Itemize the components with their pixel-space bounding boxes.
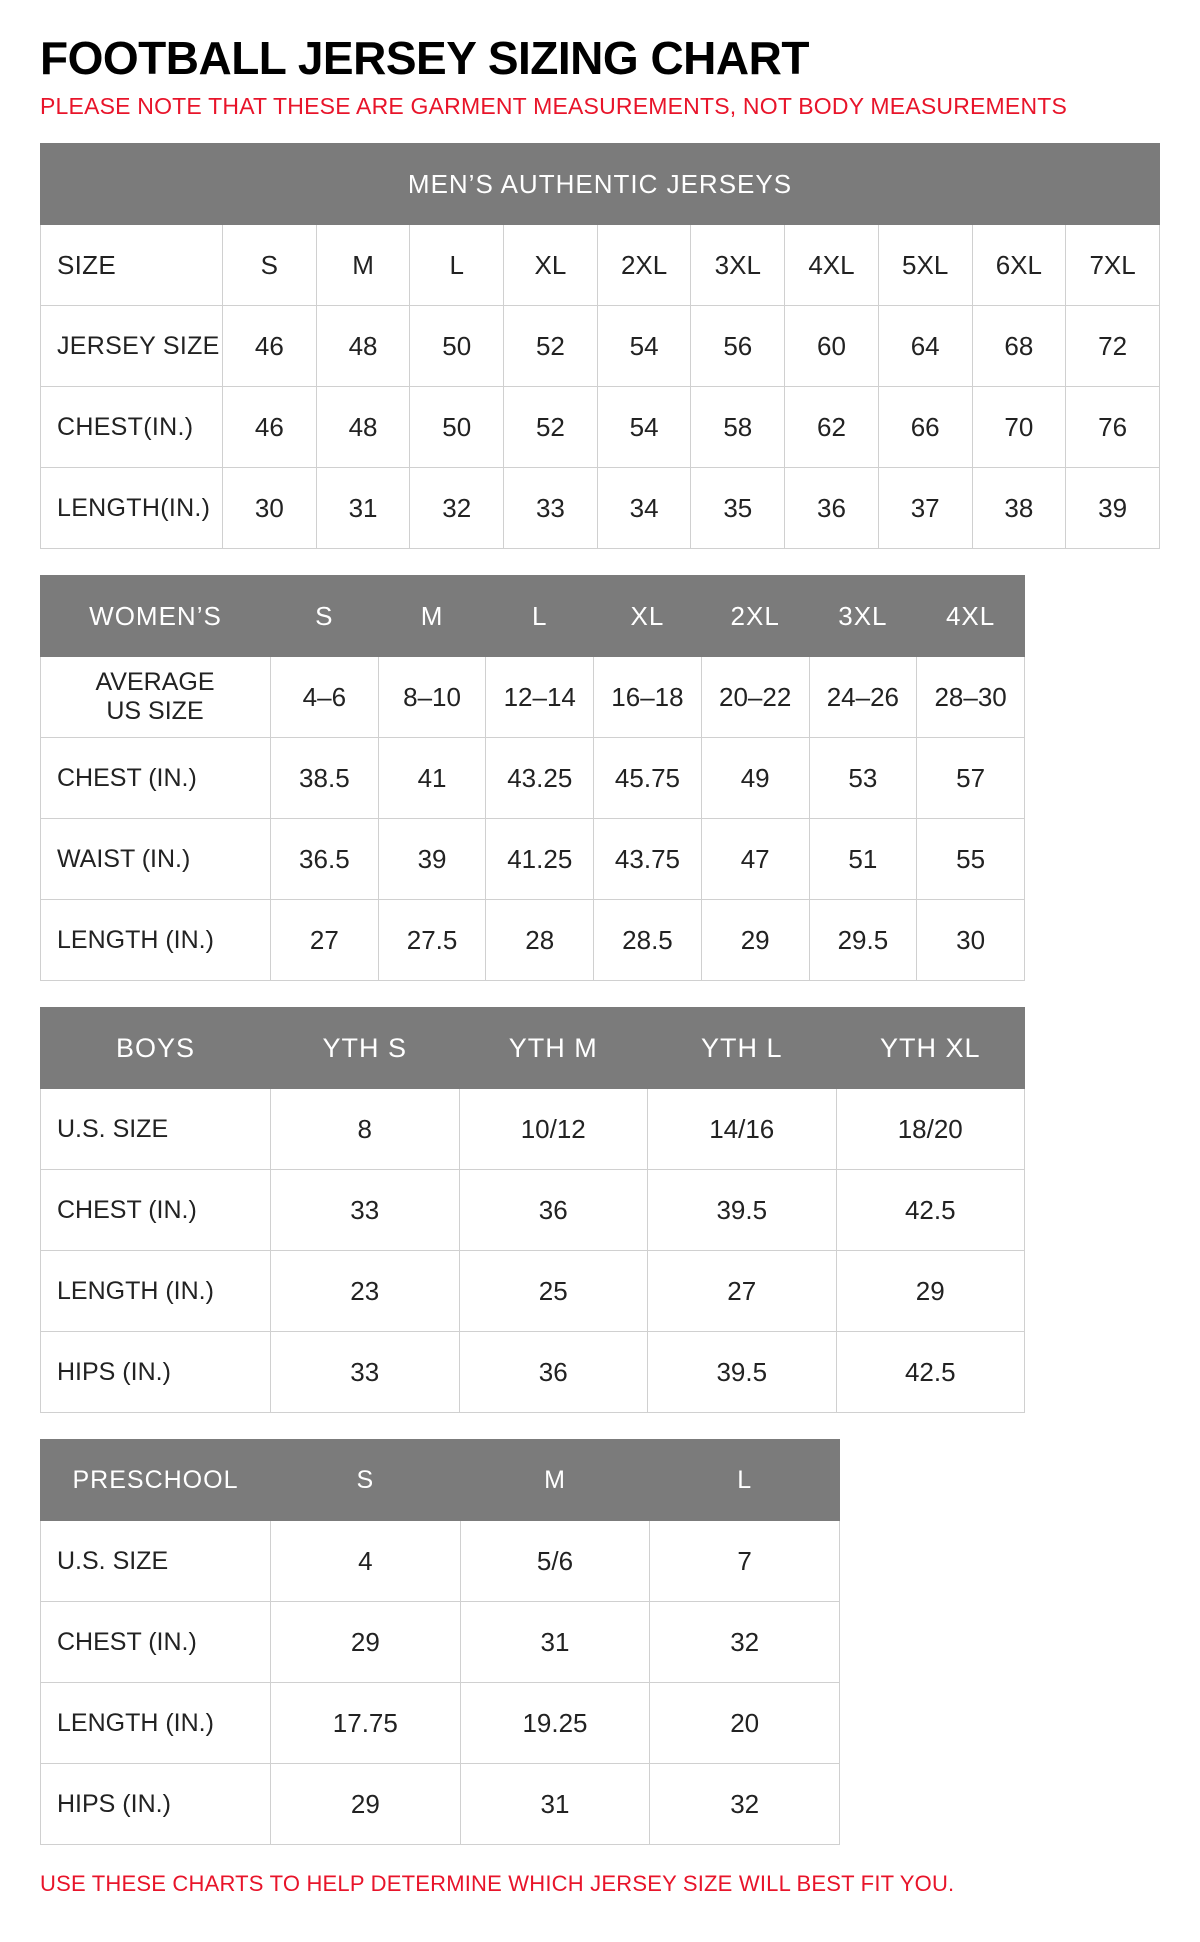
table-row (41, 1170, 1025, 1251)
column-header: WOMEN’S (41, 576, 271, 657)
table-cell: 31 (460, 1764, 650, 1845)
table-cell: 14/16 (648, 1089, 837, 1170)
table-cell: 45.75 (594, 738, 702, 819)
table-cell: 36 (785, 468, 879, 549)
table-cell: 28 (486, 900, 594, 981)
table-row (41, 1602, 840, 1683)
table-cell: 20–22 (701, 657, 809, 738)
footer-note: USE THESE CHARTS TO HELP DETERMINE WHICH JERSEY SIZE WILL BEST FIT YOU. (40, 1871, 955, 1897)
table-cell: 19.25 (460, 1683, 650, 1764)
table-cell: 47 (701, 819, 809, 900)
garment-measurement-note: PLEASE NOTE THAT THESE ARE GARMENT MEASUREMENTS, NOT BODY MEASUREMENTS (40, 93, 1068, 120)
table-cell: 5/6 (460, 1521, 650, 1602)
table-cell: 25 (459, 1251, 648, 1332)
table-cell: 43.25 (486, 738, 594, 819)
table-cell: 43.75 (594, 819, 702, 900)
table-row (41, 468, 1160, 549)
column-header: XL (594, 576, 702, 657)
table-cell: 50 (410, 306, 504, 387)
table-cell: 30 (917, 900, 1025, 981)
table-cell: 8 (271, 1089, 460, 1170)
preschool-jerseys-table (40, 1439, 840, 1845)
table-cell: 58 (691, 387, 785, 468)
table-row (41, 738, 1025, 819)
row-label: U.S. SIZE (41, 1521, 271, 1602)
column-header: 2XL (701, 576, 809, 657)
table-cell: 18/20 (836, 1089, 1025, 1170)
column-header: M (378, 576, 486, 657)
table-cell: 28–30 (917, 657, 1025, 738)
table-cell: 29 (271, 1602, 461, 1683)
table-cell: 38 (972, 468, 1066, 549)
mens-banner-label: MEN’S AUTHENTIC JERSEYS (41, 144, 1160, 225)
table-cell: 39 (378, 819, 486, 900)
table-cell: 12–14 (486, 657, 594, 738)
table-cell: 27 (648, 1251, 837, 1332)
table-cell: 17.75 (271, 1683, 461, 1764)
column-header: YTH M (459, 1008, 648, 1089)
row-label: CHEST(IN.) (41, 387, 223, 468)
table-cell: 39.5 (648, 1332, 837, 1413)
table-cell: 64 (878, 306, 972, 387)
table-cell: 29 (701, 900, 809, 981)
table-cell: 8–10 (378, 657, 486, 738)
table-cell: 60 (785, 306, 879, 387)
column-header: M (460, 1440, 650, 1521)
row-label: JERSEY SIZE (41, 306, 223, 387)
table-cell: 48 (316, 387, 410, 468)
column-header: L (410, 225, 504, 306)
row-label: HIPS (IN.) (41, 1332, 271, 1413)
table-cell: 76 (1066, 387, 1160, 468)
column-header: XL (504, 225, 598, 306)
table-row (41, 1521, 840, 1602)
table-row (41, 1332, 1025, 1413)
table-row (41, 1089, 1025, 1170)
column-header: L (486, 576, 594, 657)
table-header-row (41, 576, 1025, 657)
table-cell: 50 (410, 387, 504, 468)
column-header: SIZE (41, 225, 223, 306)
table-cell: 55 (917, 819, 1025, 900)
table-cell: 66 (878, 387, 972, 468)
table-header-row (41, 225, 1160, 306)
table-cell: 16–18 (594, 657, 702, 738)
table-cell: 31 (460, 1602, 650, 1683)
table-cell: 72 (1066, 306, 1160, 387)
column-header: 4XL (785, 225, 879, 306)
table-cell: 7 (650, 1521, 840, 1602)
table-cell: 46 (223, 306, 317, 387)
table-cell: 62 (785, 387, 879, 468)
column-header: 3XL (691, 225, 785, 306)
womens-jerseys-table (40, 575, 1025, 981)
table-cell: 33 (271, 1332, 460, 1413)
table-cell: 70 (972, 387, 1066, 468)
table-cell: 20 (650, 1683, 840, 1764)
table-row (41, 819, 1025, 900)
table-cell: 31 (316, 468, 410, 549)
table-cell: 32 (650, 1602, 840, 1683)
table-cell: 33 (271, 1170, 460, 1251)
table-cell: 29.5 (809, 900, 917, 981)
table-row (41, 306, 1160, 387)
table-cell: 35 (691, 468, 785, 549)
table-cell: 4–6 (271, 657, 379, 738)
table-cell: 28.5 (594, 900, 702, 981)
table-cell: 56 (691, 306, 785, 387)
table-row (41, 1251, 1025, 1332)
table-header-row (41, 1008, 1025, 1089)
row-label: U.S. SIZE (41, 1089, 271, 1170)
table-cell: 68 (972, 306, 1066, 387)
table-cell: 32 (650, 1764, 840, 1845)
row-label: LENGTH (IN.) (41, 1251, 271, 1332)
table-row (41, 1764, 840, 1845)
row-label: WAIST (IN.) (41, 819, 271, 900)
table-cell: 27.5 (378, 900, 486, 981)
table-row (41, 900, 1025, 981)
table-cell: 39.5 (648, 1170, 837, 1251)
table-cell: 41 (378, 738, 486, 819)
table-cell: 36 (459, 1332, 648, 1413)
column-header: 6XL (972, 225, 1066, 306)
column-header: YTH S (271, 1008, 460, 1089)
table-cell: 46 (223, 387, 317, 468)
table-cell: 42.5 (836, 1170, 1025, 1251)
column-header: YTH XL (836, 1008, 1025, 1089)
table-cell: 34 (597, 468, 691, 549)
table-banner-mens (41, 144, 1160, 225)
row-label: LENGTH (IN.) (41, 900, 271, 981)
row-label: CHEST (IN.) (41, 1170, 271, 1251)
column-header: S (271, 1440, 461, 1521)
column-header: YTH L (648, 1008, 837, 1089)
column-header: S (223, 225, 317, 306)
table-cell: 42.5 (836, 1332, 1025, 1413)
page-title: FOOTBALL JERSEY SIZING CHART (40, 32, 809, 84)
table-cell: 27 (271, 900, 379, 981)
table-cell: 30 (223, 468, 317, 549)
table-row (41, 657, 1025, 738)
table-cell: 29 (271, 1764, 461, 1845)
table-cell: 24–26 (809, 657, 917, 738)
row-label-line1: AVERAGE (95, 668, 215, 697)
table-row (41, 1683, 840, 1764)
table-cell: 39 (1066, 468, 1160, 549)
column-header: M (316, 225, 410, 306)
column-header: PRESCHOOL (41, 1440, 271, 1521)
row-label: LENGTH(IN.) (41, 468, 223, 549)
table-cell: 32 (410, 468, 504, 549)
row-label: LENGTH (IN.) (41, 1683, 271, 1764)
table-cell: 57 (917, 738, 1025, 819)
table-cell: 52 (504, 306, 598, 387)
row-label: CHEST (IN.) (41, 738, 271, 819)
column-header: S (271, 576, 379, 657)
table-cell: 53 (809, 738, 917, 819)
mens-authentic-jerseys-table (40, 143, 1160, 549)
table-cell: 36 (459, 1170, 648, 1251)
table-row (41, 387, 1160, 468)
row-label: CHEST (IN.) (41, 1602, 271, 1683)
table-header-row (41, 1440, 840, 1521)
row-label-line2: US SIZE (106, 697, 204, 726)
table-cell: 51 (809, 819, 917, 900)
table-cell: 49 (701, 738, 809, 819)
table-cell: 41.25 (486, 819, 594, 900)
column-header: 7XL (1066, 225, 1160, 306)
table-cell: 36.5 (271, 819, 379, 900)
table-cell: 23 (271, 1251, 460, 1332)
row-label: HIPS (IN.) (41, 1764, 271, 1845)
column-header: 4XL (917, 576, 1025, 657)
table-cell: 54 (597, 306, 691, 387)
table-cell: 4 (271, 1521, 461, 1602)
boys-jerseys-table (40, 1007, 1025, 1413)
table-cell: 38.5 (271, 738, 379, 819)
table-cell: 10/12 (459, 1089, 648, 1170)
column-header: 5XL (878, 225, 972, 306)
column-header: 2XL (597, 225, 691, 306)
table-cell: 52 (504, 387, 598, 468)
column-header: 3XL (809, 576, 917, 657)
table-cell: 48 (316, 306, 410, 387)
column-header: L (650, 1440, 840, 1521)
table-cell: 54 (597, 387, 691, 468)
table-cell: 33 (504, 468, 598, 549)
row-label (41, 657, 271, 738)
column-header: BOYS (41, 1008, 271, 1089)
table-cell: 29 (836, 1251, 1025, 1332)
table-cell: 37 (878, 468, 972, 549)
